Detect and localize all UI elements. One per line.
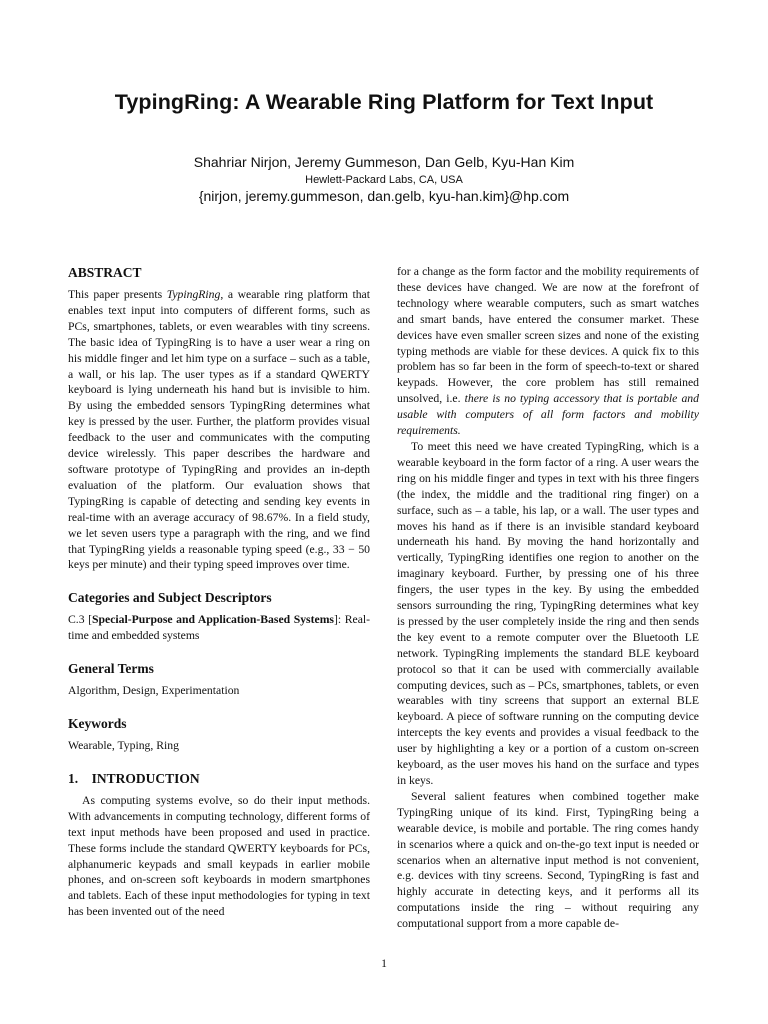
intro-paragraph-2: To meet this need we have created TypingRing, which is a wearable keyboard in the form factor of a ring. A user wears the ring on his middle finger and types in text with his three fingers (the index, the middle and the traditional ring finger) on a surface, such as – a table, his lap, or a wall. The user types and moves his hand as if there is an invisible standard keyboard underneath his hand. By moving the hand horizontally and vertically, TypingRing identifies one region to another on the imaginary keyboard. Further, by pressing one of his three fingers, the user types in the key. By using the embedded sensors surrounding the ring, TypingRing determines what key is pressed by the user completely inside the ring and then sends the key event to a remote computer over the Bluetooth LE network. TypingRing implements the standard BLE keyboard protocol so that it can be used with commercially available computing devices, such as – PCs, smartphones, tablets, or even wearables with tiny screens that support an external BLE keyboard. A piece of software running on the computing device intercepts the key events and provides a visual feedback to the user by highlighting a key or a portion of a custom on-screen keyboard, as the user moves his hand on the surface and types in keys. bbox=[397, 439, 699, 787]
affiliation: Hewlett-Packard Labs, CA, USA bbox=[305, 174, 463, 186]
introduction-heading: 1. INTRODUCTION bbox=[68, 770, 200, 786]
categories-text: C.3 [Special-Purpose and Application-Based Systems]: Real-time and embedded systems bbox=[68, 613, 371, 643]
paper-title: TypingRing: A Wearable Ring Platform for Text Input bbox=[114, 90, 654, 114]
intro-paragraph-3: Several salient features when combined together make TypingRing unique of its kind. First, TypingRing being a wearable device, is mobile and portable. The ring comes handy in scenarios where a quick and on-the-go text input is needed or scenarios when an alternative input method is not convenient, e.g. devices with tiny screens. Second, TypingRing is fast and highly accurate in detecting keys, and it performs all its computations inside the ring – without requiring any computational support from a more capable de- bbox=[397, 789, 699, 931]
keywords-text: Wearable, Typing, Ring bbox=[68, 739, 179, 753]
general-terms-text: Algorithm, Design, Experimentation bbox=[68, 684, 240, 698]
right-column bbox=[397, 264, 699, 932]
system-name: TypingRing bbox=[166, 288, 221, 301]
general-terms-heading: General Terms bbox=[68, 661, 154, 677]
abstract-paragraph: This paper presents TypingRing, a wearable ring platform that enables text input into computers of different forms, such as PCs, smartphones, tablets, or even wearables with tiny screens. The basic idea of TypingRing is to have a user wear a ring on his middle finger and let him type on a surface – such as a table, a wall, or his lap. The user types as if a standard QWERTY keyboard is lying underneath his hand but is invisible to him. By using the embedded sensors TypingRing determines what key is pressed by the user. Further, the platform provides visual feedback to the user and communicates with the computing device wirelessly. This paper describes the hardware and software prototype of TypingRing and provides an in-depth evaluation of the platform. Our evaluation shows that TypingRing is capable of detecting and sending key events in real-time with an average accuracy of 98.67%. In a field study, we let seven users type a paragraph with the ring, and we find that TypingRing yields a reasonable typing speed (e.g., 33 − 50 keys per minute) and their typing speed improves over time. bbox=[68, 288, 371, 572]
page-number: 1 bbox=[381, 957, 387, 970]
emphasized-problem: there is no typing accessory that is portable and usable with computers of all form factors and mobility requirements. bbox=[397, 392, 699, 438]
left-column bbox=[68, 264, 370, 920]
speed-range: 33 − 50 bbox=[332, 542, 371, 556]
author-list: Shahriar Nirjon, Jeremy Gummeson, Dan Gelb, Kyu-Han Kim bbox=[193, 154, 575, 170]
accuracy-value: 98.67% bbox=[252, 510, 289, 524]
categories-heading: Categories and Subject Descriptors bbox=[68, 590, 272, 606]
intro-paragraph-1-continued: for a change as the form factor and the mobility requirements of these devices have changed. We are now at the forefront of technology where wearable computers, such as smart watches and smart bands, have entered the consumer market. These devices have even smaller screen sizes and none of the existing typing methods are viable for these devices. A quick fix to this problem has so far been in the form of speech-to-text or shared keypads. However, the core problem has still remained unsolved, i.e. there is no typing accessory that is portable and usable with computers of all form factors and mobility requirements. bbox=[397, 265, 699, 438]
author-emails: {nirjon, jeremy.gummeson, dan.gelb, kyu-han.kim}@hp.com bbox=[198, 188, 570, 204]
intro-paragraph-1: As computing systems evolve, so do their input methods. With advancements in computing technology, different forms of text input methods have been proposed and used in practice. These forms include the standard QWERTY keyboards for PCs, alphanumeric keypads and small keypads in earlier mobile phones, and on-screen soft keyboards in modern smartphones and tablets. Each of these input methodologies for typing in text has been invented out of the need bbox=[68, 793, 370, 919]
keywords-heading: Keywords bbox=[68, 716, 127, 732]
abstract-heading: ABSTRACT bbox=[68, 265, 142, 280]
